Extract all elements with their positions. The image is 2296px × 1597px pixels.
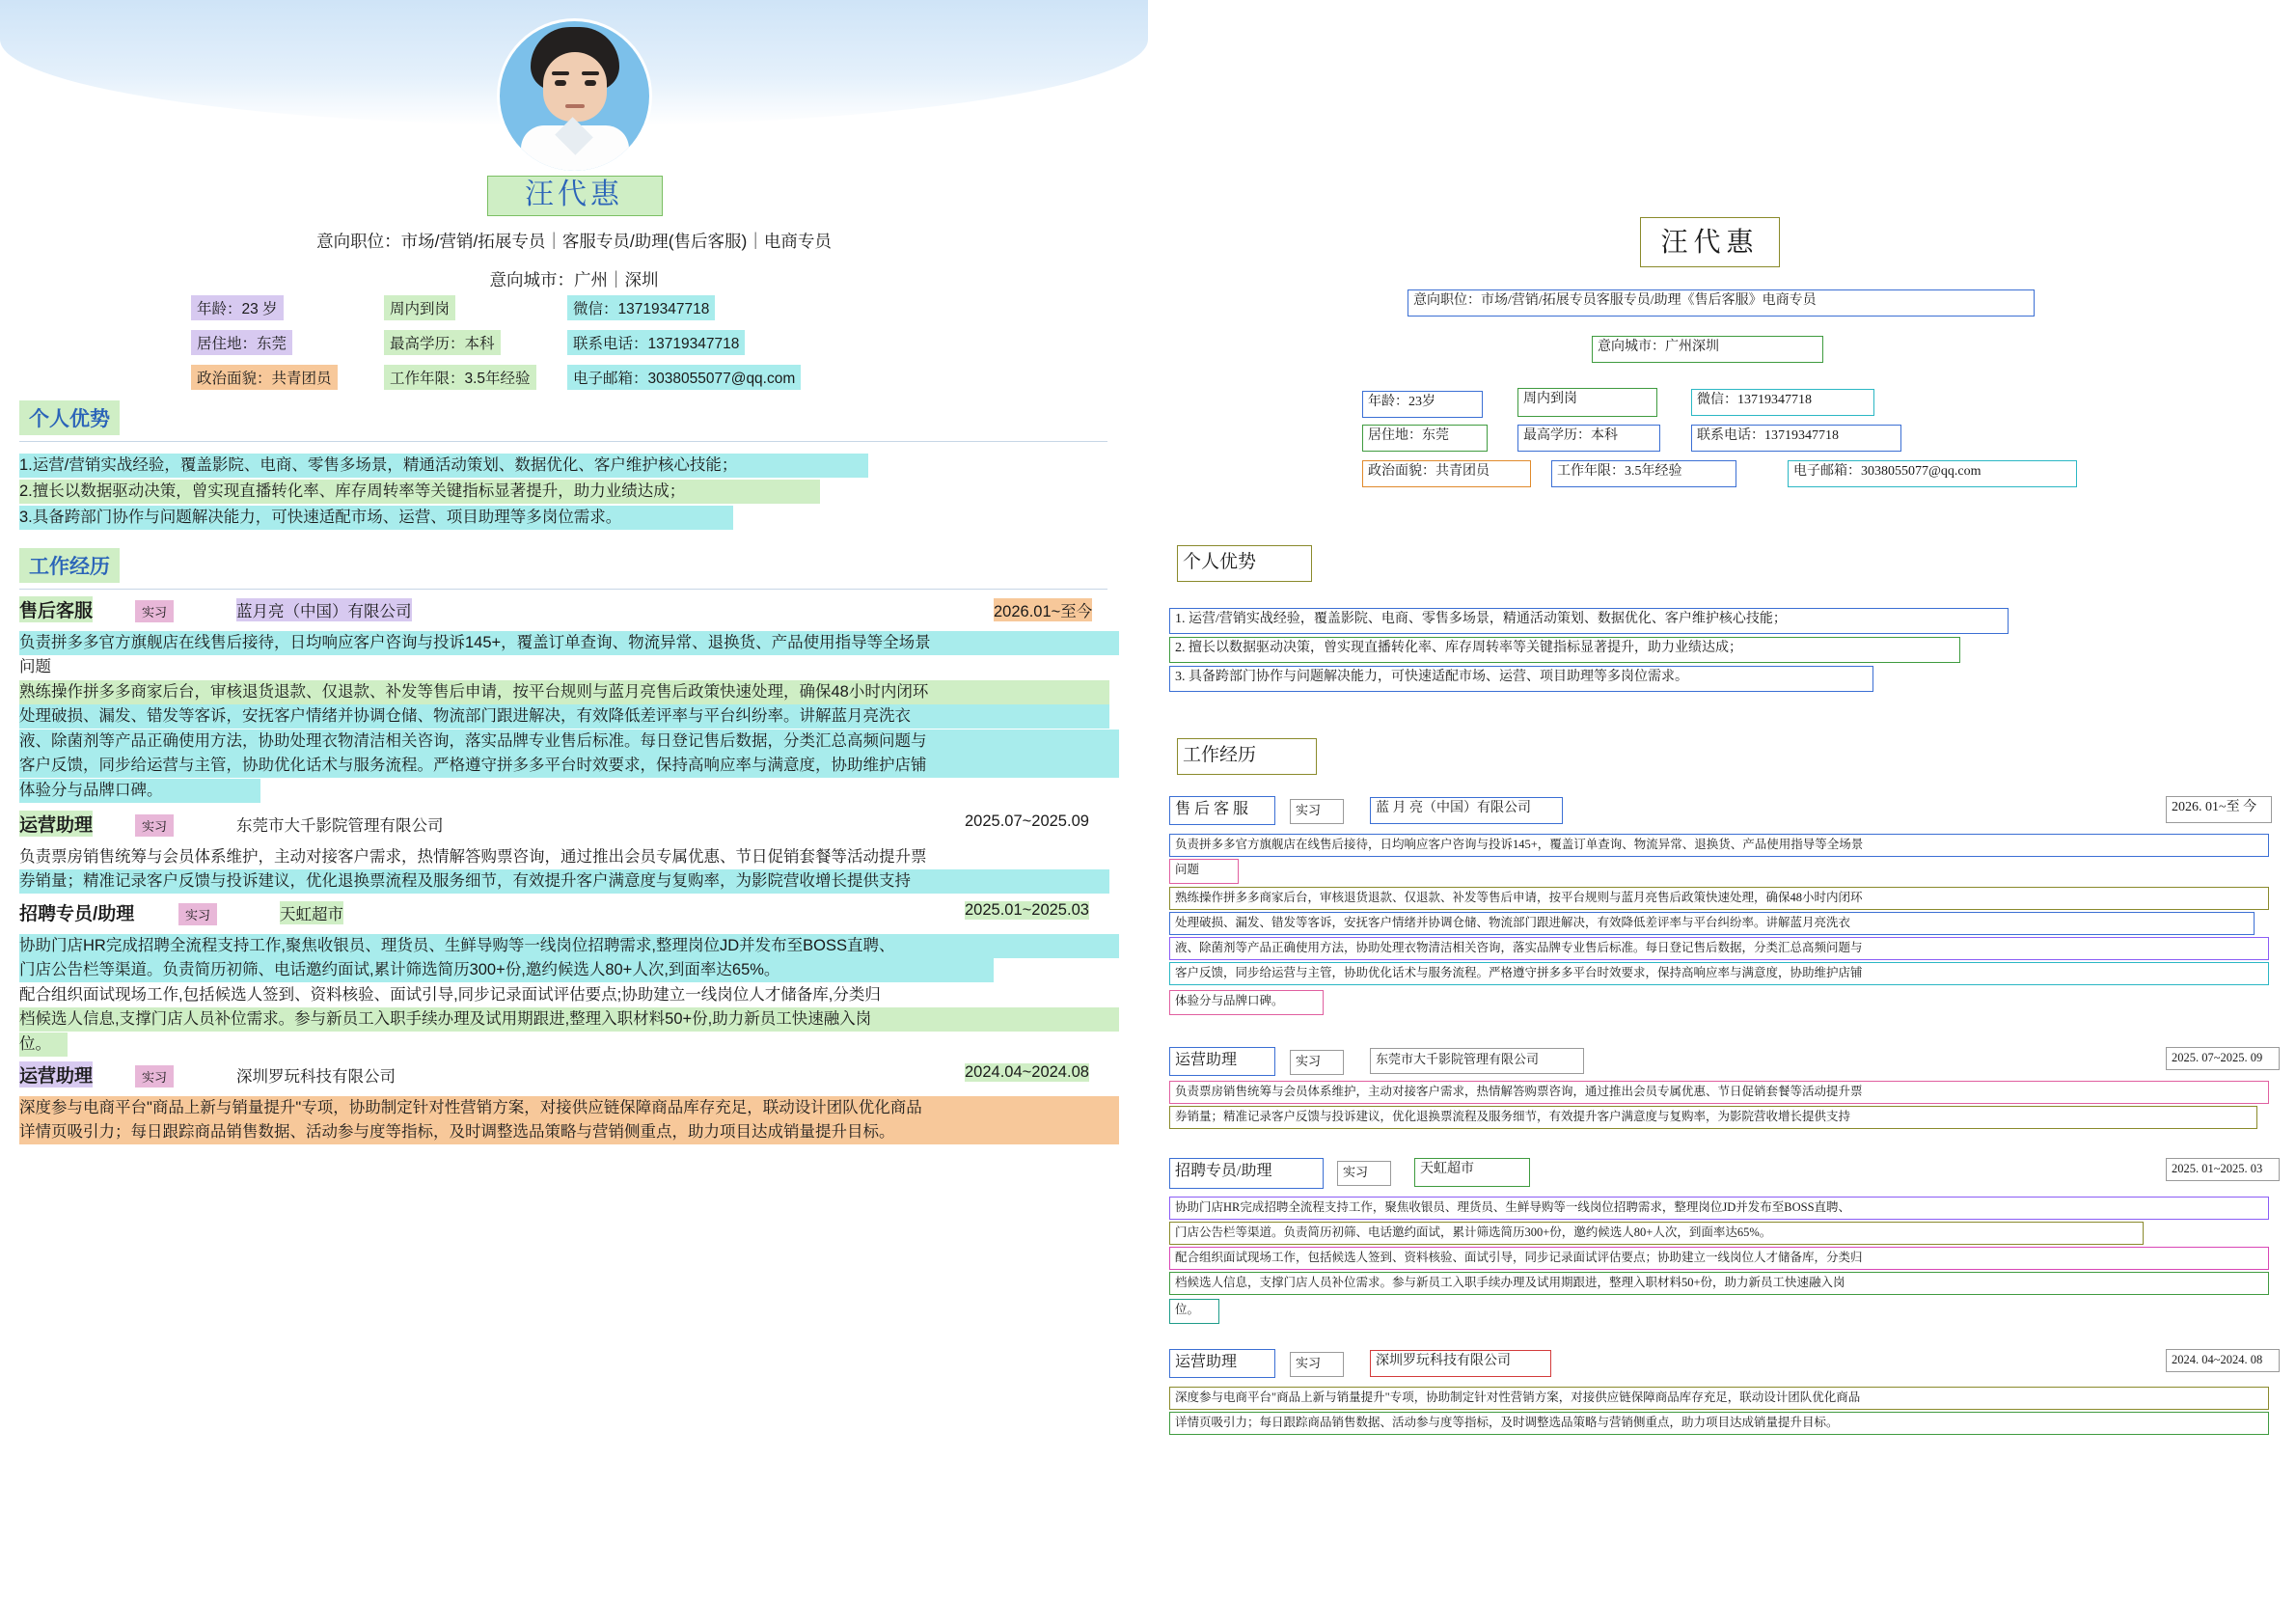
job-title-4: 运营助理 [19,1061,93,1088]
job3-line-2: 门店公告栏等渠道。负责简历初筛、电话邀约面试,累计筛选简历300+份,邀约候选人80+人次,到面率达65%。 [19,958,994,982]
job-tag-3: 实习 [178,903,217,925]
info-email: 电子邮箱：3038055077@qq.com [567,365,801,390]
annot-job3-line-5[interactable]: 位。 [1169,1299,1219,1324]
annot-job-title-4[interactable]: 运营助理 [1169,1349,1275,1378]
info-political: 政治面貌：共青团员 [191,365,338,390]
annot-job-date-1[interactable]: 2026. 01~至 今 [2166,796,2272,823]
job-title-3: 招聘专员/助理 [19,904,135,924]
annot-job1-line-4[interactable]: 处理破损、漏发、错发等客诉，安抚客户情绪并协调仓储、物流部门跟进解决，有效降低差评率与平台纠纷率。讲解蓝月亮洗衣 [1169,912,2255,935]
job3-line-1: 协助门店HR完成招聘全流程支持工作,聚焦收银员、理货员、生鲜导购等一线岗位招聘需求,整理岗位JD并发布至BOSS直聘、 [19,934,1119,958]
annot-section-experience-title[interactable]: 工作经历 [1177,738,1317,775]
desired-city: 意向城市：广州｜深圳 [489,270,659,289]
job3-line-5: 位。 [19,1033,68,1057]
annot-job3-line-4[interactable]: 档候选人信息，支撑门店人员补位需求。参与新员工入职手续办理及试用期跟进，整理入职材料50+份，助力新员工快速融入岗 [1169,1272,2269,1295]
job-tag-4: 实习 [135,1065,174,1088]
job4-line-2: 详情页吸引力；每日跟踪商品销售数据、活动参与度等指标，及时调整选品策略与营销侧重点，助力项目达成销量提升目标。 [19,1120,1119,1144]
job-date-4: 2024.04~2024.08 [965,1063,1089,1081]
info-age: 年龄：23 岁 [191,295,284,320]
section-experience [19,548,120,583]
page-title: 汪代惠 [525,179,623,210]
annot-residence[interactable]: 居住地：东莞 [1362,425,1488,452]
avatar [500,21,649,171]
job-title-2: 运营助理 [19,811,93,837]
section-experience-title: 工作经历 [19,548,120,583]
annot-job2-line-1[interactable]: 负责票房销售统筹与会员体系维护，主动对接客户需求，热情解答购票咨询，通过推出会员专属优惠、节日促销套餐等活动提升票 [1169,1081,2269,1104]
job1-line-5: 液、除菌剂等产品正确使用方法，协助处理衣物清洁相关咨询，落实品牌专业售后标准。每日登记售后数据，分类汇总高频问题与 [19,730,1119,754]
info-row-2 [191,330,963,357]
info-row-1 [191,295,963,322]
job2-line-2: 券销量；精准记录客户反馈与投诉建议，优化退换票流程及服务细节，有效提升客户满意度与复购率，为影院营收增长提供支持 [19,869,1109,894]
job-title-1: 售后客服 [19,596,93,622]
desired-position: 意向职位：市场/营销/拓展专员｜客服专员/助理(售后客服)｜电商专员 [316,232,832,251]
annot-job1-line-6[interactable]: 客户反馈，同步给运营与主管，协助优化话术与服务流程。严格遵守拼多多平台时效要求，保持高响应率与满意度，协助维护店铺 [1169,962,2269,985]
job1-line-1: 负责拼多多官方旗舰店在线售后接待，日均响应客户咨询与投诉145+，覆盖订单查询、物流异常、退换货、产品使用指导等全场景 [19,631,1119,655]
annot-age[interactable]: 年龄：23岁 [1362,391,1483,418]
info-experience: 工作年限：3.5年经验 [384,365,536,390]
job-date-3: 2025.01~2025.03 [965,901,1089,919]
annot-job4-line-1[interactable]: 深度参与电商平台"商品上新与销量提升"专项，协助制定针对性营销方案，对接供应链保障商品库存充足，联动设计团队优化商品 [1169,1387,2269,1410]
annot-advantage-2[interactable]: 2. 擅长以数据驱动决策，曾实现直播转化率、库存周转率等关键指标显著提升，助力业绩达成； [1169,637,1960,663]
section-experience-rule [19,589,1107,590]
annot-job-date-3[interactable]: 2025. 01~2025. 03 [2166,1158,2280,1181]
section-advantage [19,400,120,435]
job1-line-7: 体验分与品牌口碑。 [19,779,260,803]
annot-wechat[interactable]: 微信：13719347718 [1691,389,1874,416]
job2-line-1: 负责票房销售统筹与会员体系维护，主动对接客户需求，热情解答购票咨询，通过推出会员专属优惠、节日促销套餐等活动提升票 [19,848,927,866]
annot-advantage-3[interactable]: 3. 具备跨部门协作与问题解决能力，可快速适配市场、运营、项目助理等多岗位需求。 [1169,666,1873,692]
job1-line-3: 熟练操作拼多多商家后台，审核退货退款、仅退款、补发等售后申请，按平台规则与蓝月亮售后政策快速处理，确保48小时内闭环 [19,680,1109,704]
annot-job3-line-2[interactable]: 门店公告栏等渠道。负责简历初筛、电话邀约面试，累计筛选简历300+份，邀约候选人80+人次，到面率达65%。 [1169,1222,2144,1245]
annot-desired-position[interactable]: 意向职位：市场/营销/拓展专员客服专员/助理《售后客服》电商专员 [1408,289,2035,317]
annot-job4-line-2[interactable]: 详情页吸引力；每日跟踪商品销售数据、活动参与度等指标，及时调整选品策略与营销侧重点，助力项目达成销量提升目标。 [1169,1412,2269,1435]
annot-job-company-1[interactable]: 蓝 月 亮（中国）有限公司 [1370,797,1563,824]
annot-job-company-2[interactable]: 东莞市大千影院管理有限公司 [1370,1048,1584,1074]
job1-line-6: 客户反馈，同步给运营与主管，协助优化话术与服务流程。严格遵守拼多多平台时效要求，保持高响应率与满意度，协助维护店铺 [19,754,1119,778]
advantage-line-2: 2.擅长以数据驱动决策，曾实现直播转化率、库存周转率等关键指标显著提升，助力业绩达成； [19,480,820,504]
avatar-brow-left [552,71,569,75]
annot-job1-line-1[interactable]: 负责拼多多官方旗舰店在线售后接待，日均响应客户咨询与投诉145+，覆盖订单查询、物流异常、退换货、产品使用指导等全场景 [1169,834,2269,857]
job-company-4: 深圳罗玩科技有限公司 [236,1068,396,1086]
avatar-brow-right [582,71,599,75]
info-availability: 周内到岗 [384,295,455,320]
annot-job-company-4[interactable]: 深圳罗玩科技有限公司 [1370,1350,1551,1377]
avatar-mouth [565,104,585,108]
section-advantage-title: 个人优势 [19,400,120,435]
annot-job1-line-5[interactable]: 液、除菌剂等产品正确使用方法，协助处理衣物清洁相关咨询，落实品牌专业售后标准。每日登记售后数据，分类汇总高频问题与 [1169,937,2269,960]
job3-line-3: 配合组织面试现场工作,包括候选人签到、资料核验、面试引导,同步记录面试评估要点;协助建立一线岗位人才储备库,分类归 [19,986,881,1004]
job1-line-4: 处理破损、漏发、错发等客诉，安抚客户情绪并协调仓储、物流部门跟进解决，有效降低差评率与平台纠纷率。讲解蓝月亮洗衣 [19,704,1109,729]
job-tag-2: 实习 [135,814,174,837]
job4-line-1: 深度参与电商平台"商品上新与销量提升"专项，协助制定针对性营销方案，对接供应链保障商品库存充足，联动设计团队优化商品 [19,1096,1119,1120]
annot-education[interactable]: 最高学历：本科 [1517,425,1660,452]
job3-line-4: 档候选人信息,支撑门店人员补位需求。参与新员工入职手续办理及试用期跟进,整理入职材料50+份,助力新员工快速融入岗 [19,1007,1119,1032]
annot-desired-city[interactable]: 意向城市：广州深圳 [1592,336,1823,363]
info-row-3 [191,365,963,392]
annot-experience[interactable]: 工作年限：3.5年经验 [1551,460,1736,487]
annot-job1-line-3[interactable]: 熟练操作拼多多商家后台，审核退货退款、仅退款、补发等售后申请，按平台规则与蓝月亮售后政策快速处理，确保48小时内闭环 [1169,887,2269,910]
section-advantage-rule [19,441,1107,442]
annot-name[interactable]: 汪代惠 [1640,217,1780,267]
annot-job-title-3[interactable]: 招聘专员/助理 [1169,1158,1324,1189]
annot-job-date-4[interactable]: 2024. 04~2024. 08 [2166,1349,2280,1372]
advantage-line-1: 1.运营/营销实战经验，覆盖影院、电商、零售多场景，精通活动策划、数据优化、客户维护核心技能； [19,454,868,478]
annot-section-advantage-title[interactable]: 个人优势 [1177,545,1312,582]
resume-annotated-view [1148,0,2296,1597]
annot-job3-line-1[interactable]: 协助门店HR完成招聘全流程支持工作，聚焦收银员、理货员、生鲜导购等一线岗位招聘需求，整理岗位JD并发布至BOSS直聘、 [1169,1197,2269,1220]
job-date-2: 2025.07~2025.09 [965,812,1089,830]
job-company-3: 天虹超市 [280,901,343,924]
avatar-eye-left [555,80,566,86]
info-phone: 联系电话：13719347718 [567,330,745,355]
annot-job-title-1[interactable]: 售 后 客 服 [1169,796,1275,825]
annot-job-tag-4[interactable]: 实习 [1290,1352,1344,1377]
job-date-1: 2026.01~至今 [994,598,1092,621]
annot-availability[interactable]: 周内到岗 [1517,388,1657,417]
job1-line-2: 问题 [19,658,51,675]
annot-job3-line-3[interactable]: 配合组织面试现场工作，包括候选人签到、资料核验、面试引导，同步记录面试评估要点；协助建立一线岗位人才储备库，分类归 [1169,1247,2269,1270]
annot-job-company-3[interactable]: 天虹超市 [1414,1158,1530,1187]
annot-phone[interactable]: 联系电话：13719347718 [1691,425,1901,452]
avatar-eye-right [585,80,596,86]
annot-political[interactable]: 政治面貌：共青团员 [1362,460,1531,487]
annot-advantage-1[interactable]: 1. 运营/营销实战经验，覆盖影院、电商、零售多场景，精通活动策划、数据优化、客户维护核心技能； [1169,608,2009,634]
info-wechat: 微信：13719347718 [567,295,715,320]
annot-job-title-2[interactable]: 运营助理 [1169,1047,1275,1076]
avatar-face [543,52,607,122]
advantage-line-3: 3.具备跨部门协作与问题解决能力，可快速适配市场、运营、项目助理等多岗位需求。 [19,506,733,530]
job-company-2: 东莞市大千影院管理有限公司 [236,817,444,835]
annot-job2-line-2[interactable]: 券销量；精准记录客户反馈与投诉建议，优化退换票流程及服务细节，有效提升客户满意度与复购率，为影院营收增长提供支持 [1169,1106,2257,1129]
annot-job-tag-1[interactable]: 实习 [1290,799,1344,824]
annot-job1-line-7[interactable]: 体验分与品牌口碑。 [1169,990,1324,1015]
annot-email[interactable]: 电子邮箱：3038055077@qq.com [1788,460,2077,487]
info-education: 最高学历：本科 [384,330,501,355]
info-residence: 居住地：东莞 [191,330,292,355]
info-grid [191,295,963,399]
job-tag-1: 实习 [135,600,174,622]
annot-job-tag-3[interactable]: 实习 [1337,1161,1391,1186]
annot-job1-line-2[interactable]: 问题 [1169,859,1239,884]
annot-job-date-2[interactable]: 2025. 07~2025. 09 [2166,1047,2280,1070]
annot-job-tag-2[interactable]: 实习 [1290,1050,1344,1075]
job-company-1: 蓝月亮（中国）有限公司 [236,598,412,621]
